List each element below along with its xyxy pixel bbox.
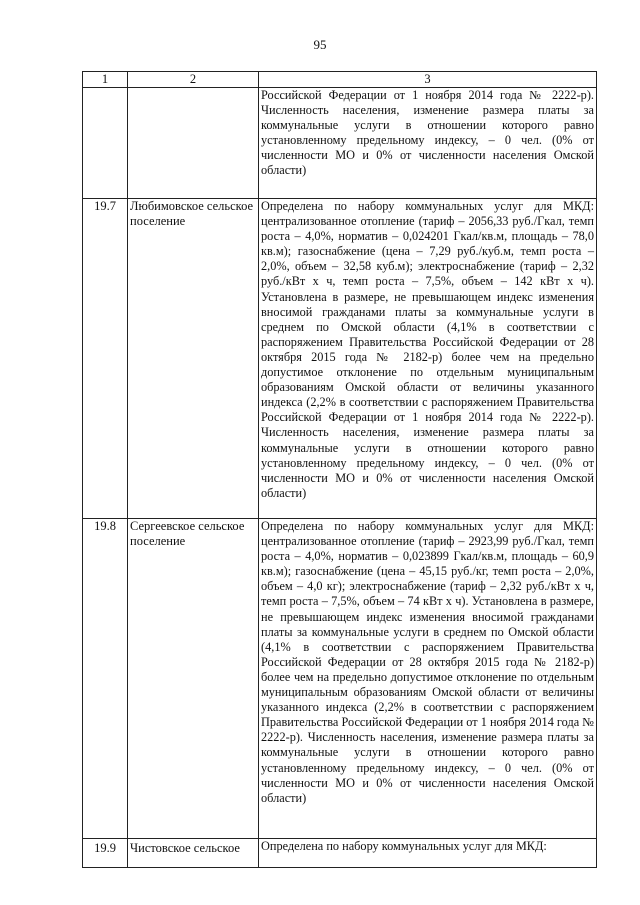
header-col-3: 3 [259,72,597,88]
description-cell: Определена по набору коммунальных услуг для МКД: централизованное отопление (тариф – 2056,33 руб./Гкал, темп роста – 4,0%, норматив – 0,024201 Гкал/кв.м, площадь – 78,0 кв.м); газоснабжение (цена – 7,29 руб./куб.м, темп роста – 2,0%, объем – 32,58 куб.м); электроснабжение (тариф – 2,32 руб./кВт х ч, темп роста – 7,5%, объем – 142 кВт х ч). Установлена в размере, не превышающем индекс изменения вносимой гражданами платы за коммунальные услуги в среднем по Омской области (4,1% в соответствии с распоряжением Правительства Российской Федерации от 28 октября 2015 года № 2182-р) более чем на предельно допустимое отклонение по отдельным муниципальным образованиям Омской области от величины указанного индекса (2,2% в соответствии с распоряжением Правительства Российской Федерации от 1 ноября 2014 года № 2222-р). Численность населения, изменение размера платы за коммунальные услуги в отношении которого равно установленному предельному индексу, – 0 чел. (0% от численности МО и 0% от численности населения Омской области) [259,199,597,519]
settlement-name-cell: Чистовское сельское [128,839,259,868]
settlement-name-cell: Сергеевское сельское поселение [128,519,259,839]
table-row [83,519,597,839]
row-number-cell: 19.7 [83,199,128,519]
table-header-row [83,72,597,88]
table-row [83,839,597,868]
description-cell: Российской Федерации от 1 ноября 2014 года № 2222-р). Численность населения, изменение размера платы за коммунальные услуги в отношении которого равно установленному предельному индексу, – 0 чел. (0% от численности МО и 0% от численности населения Омской области) [259,88,597,199]
settlement-name-cell [128,88,259,199]
description-cell: Определена по набору коммунальных услуг для МКД: централизованное отопление (тариф – 2923,99 руб./Гкал, темп роста – 4,0%, норматив – 0,023899 Гкал/кв.м, площадь – 60,9 кв.м); газоснабжение (цена – 45,15 руб./кг, темп роста – 2,0%, объем – 4,0 кг); электроснабжение (тариф – 2,32 руб./кВт х ч, темп роста – 7,5%, объем – 74 кВт х ч). Установлена в размере, не превышающем индекс изменения вносимой гражданами платы за коммунальные услуги в среднем по Омской области (4,1% в соответствии с распоряжением Правительства Российской Федерации от 28 октября 2015 года № 2182-р) более чем на предельно допустимое отклонение по отдельным муниципальным образованиям Омской области от величины указанного индекса (2,2% в соответствии с распоряжением Правительства Российской Федерации от 1 ноября 2014 года № 2222-р). Численность населения, изменение размера платы за коммунальные услуги в отношении которого равно установленному предельному индексу, – 0 чел. (0% от численности МО и 0% от численности населения Омской области) [259,519,597,839]
table-row [83,199,597,519]
row-number-cell [83,88,128,199]
data-table [82,71,597,868]
header-col-1: 1 [83,72,128,88]
page-number: 95 [313,37,327,52]
settlement-name-cell: Любимовское сельское поселение [128,199,259,519]
description-cell: Определена по набору коммунальных услуг для МКД: [259,839,597,868]
row-number-cell: 19.8 [83,519,128,839]
table-row [83,88,597,199]
row-number-cell: 19.9 [83,839,128,868]
header-col-2: 2 [128,72,259,88]
